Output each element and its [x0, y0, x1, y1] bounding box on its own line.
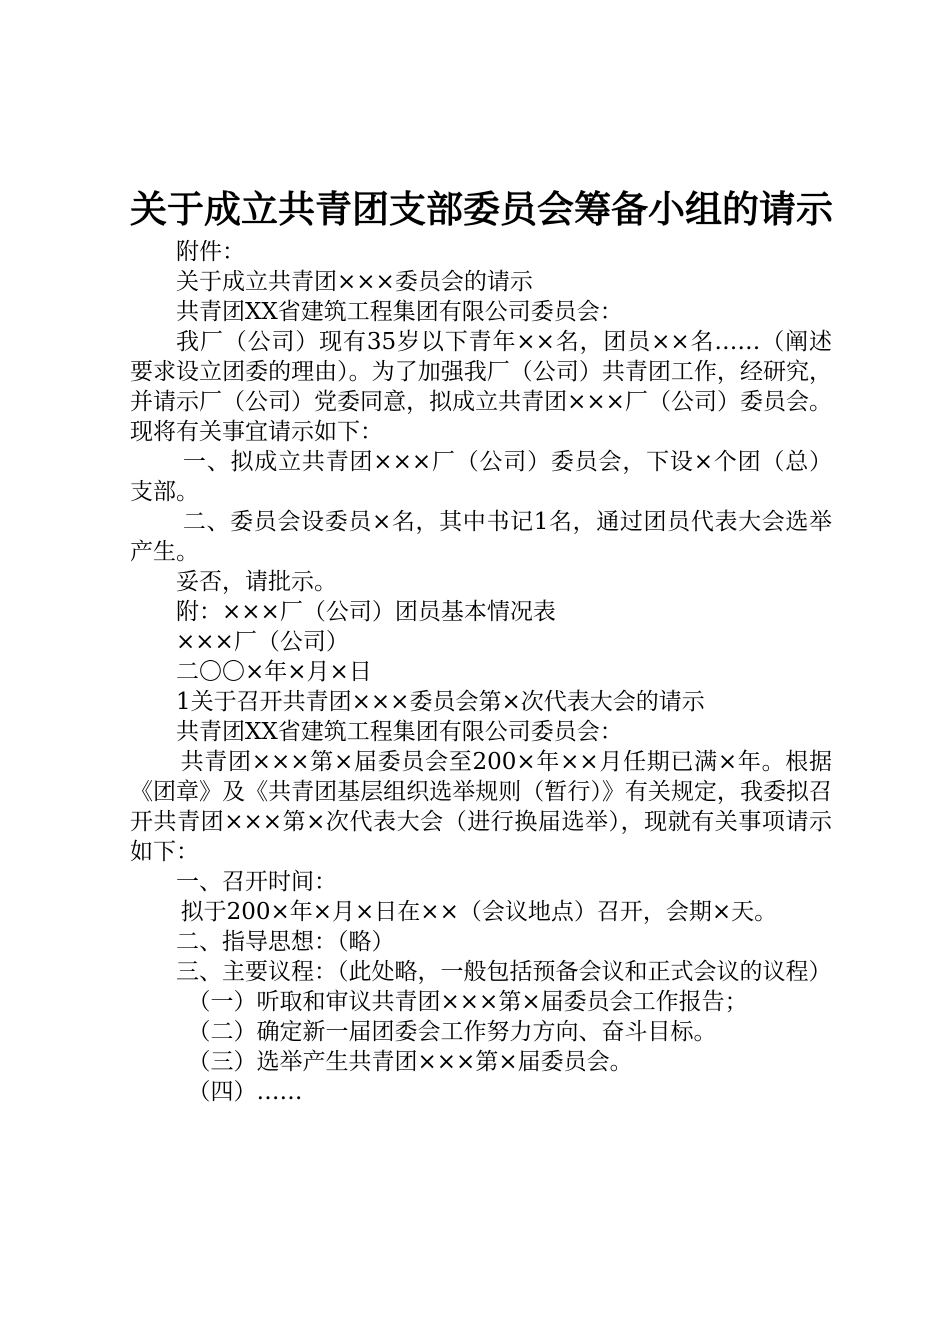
paragraph-section-guidance: 二、指导思想：（略）: [176, 929, 395, 955]
paragraph-second-request-heading: 1关于召开共青团×××委员会第×次代表大会的请示: [176, 689, 705, 715]
paragraph-attachment-note: 附：×××厂（公司）团员基本情况表: [176, 599, 556, 625]
paragraph-item-one: 一、拟成立共青团×××厂（公司）委员会，下设×个团（总）支部。: [130, 449, 832, 505]
paragraph-agenda-item-two: （二）确定新一届团委会工作努力方向、奋斗目标。: [187, 1019, 717, 1045]
paragraph-agenda-item-four: （四）……: [187, 1079, 303, 1105]
paragraph-agenda-item-one: （一）听取和审议共青团×××第×届委员会工作报告；: [187, 989, 748, 1015]
paragraph-addressee: 共青团XX省建筑工程集团有限公司委员会：: [176, 299, 623, 325]
document-body: [130, 237, 832, 1107]
paragraph-time-detail: 拟于200×年×月×日在××（会议地点）召开，会期×天。: [180, 899, 778, 925]
paragraph-section-time: 一、召开时间：: [176, 869, 337, 895]
paragraph-second-request-body: 共青团×××第×届委员会至200×年××月任期已满×年。根据《团章》及《共青团基层组织选举规则（暂行）》有关规定，我委拟召开共青团×××第×次代表大会（进行换届选举），现就有关事项请示如下：: [130, 749, 832, 865]
paragraph-signature-date: 二〇〇×年×月×日: [176, 659, 372, 685]
paragraph-approval-request: 妥否，请批示。: [176, 569, 337, 595]
paragraph-request-heading: 关于成立共青团×××委员会的请示: [176, 269, 533, 295]
document-title: 关于成立共青团支部委员会筹备小组的请示: [130, 187, 833, 231]
paragraph-item-two: 二、委员会设委员×名，其中书记1名，通过团员代表大会选举产生。: [130, 509, 832, 565]
paragraph-second-addressee: 共青团XX省建筑工程集团有限公司委员会：: [176, 719, 623, 745]
paragraph-request-body: 我厂（公司）现有35岁以下青年××名，团员××名……（阐述要求设立团委的理由）。为了加强我厂（公司）共青团工作，经研究，并请示厂（公司）党委同意，拟成立共青团×××厂（公司）委员会。现将有关事宜请示如下：: [130, 329, 832, 445]
paragraph-attachment-label: 附件：: [176, 239, 245, 265]
paragraph-section-agenda: 三、主要议程：（此处略，一般包括预备会议和正式会议的议程）: [176, 959, 832, 985]
paragraph-signature-org: ×××厂（公司）: [176, 629, 349, 655]
paragraph-agenda-item-three: （三）选举产生共青团×××第×届委员会。: [187, 1049, 633, 1075]
